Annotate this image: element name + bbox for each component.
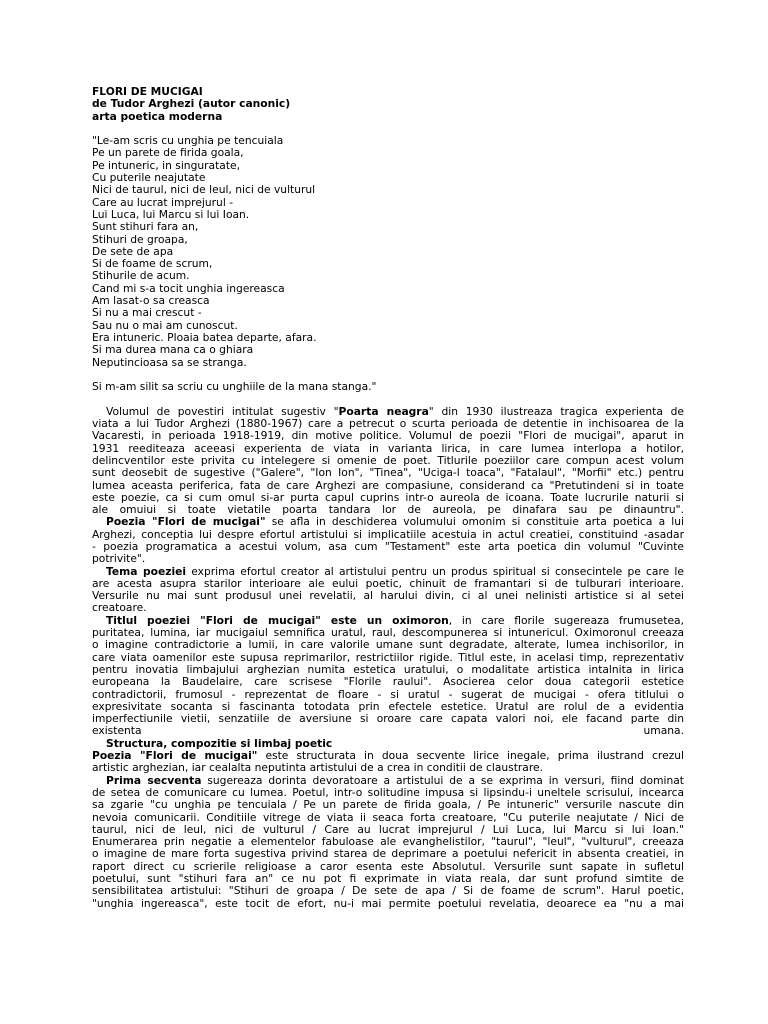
text-line: raport direct cu scrierile religioase a caror esenta este Absolutul. Versurile sunt sapate in sufletul — [92, 859, 684, 873]
text-line: europeana la Baudelaire, care scrisese "Florile raului". Asocierea celor doua categorii estetice — [92, 675, 684, 689]
text-line: pentru inovatia limbajului arghezian numita estetica uratului, o modalitate artistica intalnita in lirica — [92, 662, 684, 676]
subtitle-genre: arta poetica moderna — [92, 109, 223, 123]
text-line: o imagine de mare forta sugestiva privind starea de deprimare a poetului nefericit in absenta creatiei, in — [92, 847, 684, 861]
poem-line: Si de foame de scrum, — [92, 257, 213, 271]
essay-paragraph-structure — [92, 750, 684, 775]
poem-line: Lui Luca, lui Marcu si lui Ioan. — [92, 207, 250, 221]
poem-line: Care au lucrat imprejurul - — [92, 195, 234, 209]
text-line: Volumul de povestiri intitulat sugestiv "Poarta neagra" din 1930 ilustreaza tragica experienta de — [106, 404, 684, 418]
text-line: taurul, nici de leul, nici de vulturul / Care au lucrat imprejurul / Lui Luca, lui Marcu si lui Ioan." — [92, 822, 684, 836]
text-line: sensibilitatea artistului: "Stihuri de groapa / De sete de apa / Si de foame de scrum". Harul poetic, — [92, 884, 684, 898]
essay-paragraph-title — [92, 615, 684, 738]
poem-line: Si nu a mai crescut - — [92, 306, 202, 320]
text-line: poetului, sunt "stihuri fara an" ce nu pot fi exprimate in viata reala, dar sunt profund simtite de — [92, 872, 684, 885]
essay-paragraph-volume — [92, 406, 684, 517]
poem-line: Si ma durea mana ca o ghiara — [92, 343, 254, 357]
essay-paragraph-poem-intro — [92, 516, 684, 565]
poem-stanza-1 — [92, 135, 684, 369]
text-line: Prima secventa sugereaza dorinta devoratoare a artistului de a se exprima in versuri, fiind dominat — [106, 773, 684, 787]
text-line: nevoia comunicarii. Conditiile vitrege de viata ii seaca forta creatoare, "Cu puterile neajutate / Nici de — [92, 810, 684, 824]
text-line: Arghezi, conceptia lui despre efortul artistului si implicatiile acestuia in actul creatiei, constituind -asadar — [92, 527, 684, 541]
text-line: creatoare. — [92, 601, 147, 615]
poem-line: Am lasat-o sa creasca — [92, 294, 210, 308]
poem-line: Stihuri de groapa, — [92, 232, 188, 246]
text-line: sa zgarie "cu unghia pe tencuiala / Pe un parete de firida goala, / Pe intuneric" versurile nascute din — [92, 798, 684, 812]
text-line: o imagine contradictorie a lumii, in care valorile umane sunt degradate, alterate, lumea inchisorilor, in — [92, 638, 684, 652]
text-line: existenta umana. — [92, 724, 684, 738]
essay-paragraph-first-sequence — [92, 775, 684, 910]
text-line: - poezia programatica a acestui volum, asa cum "Testament" este arta poetica din volumul "Cuvinte — [92, 539, 684, 553]
text-line: "unghia ingereasca", este tocit de efort, nu-i mai permite poetului revelatia, deoarece ea "nu a mai — [92, 896, 684, 910]
poem-line: Stihurile de acum. — [92, 269, 190, 283]
text-line: Poezia "Flori de mucigai" se afla in deschiderea volumului omonim si constituie arta poetica a lui — [106, 515, 684, 529]
text-line: delincventilor este privita cu intelegere si omenie de poet. Titlurile poeziilor care compun acest volum — [92, 453, 684, 467]
text-line: Versurile nu mai sunt produsul unei revelatii, al harului divin, ci al unei nelinisti artistice si al setei — [92, 589, 684, 603]
text-line: este poezie, ca si cum omul si-ar purta capul cuprins intr-o aureola de icoana. Toate lucrurile naturii si — [92, 490, 684, 504]
text-line: sunt deosebit de sugestive ("Galere", "Ion Ion", "Tinea", "Uciga-l toaca", "Fatalaul", "Morfii" etc.) pentru — [92, 466, 684, 480]
text-line: puritatea, lumina, iar mucigaiul semnifica uratul, raul, descompunerea si intunericul. Oximoronul creeaza — [92, 626, 684, 640]
poem-line: Sau nu o mai am cunoscut. — [92, 318, 238, 332]
poem-line: Era intuneric. Ploaia batea departe, afara. — [92, 330, 317, 344]
text-line: potrivite". — [92, 552, 146, 566]
text-line: are acesta asupra starilor interioare ale eului poetic, chinuit de framantari si de tulburari interioare. — [92, 576, 684, 590]
text-line: Tema poeziei exprima efortul creator al artistului pentru un produs spiritual si consecintele pe care le — [106, 564, 684, 578]
essay-paragraph-theme — [92, 566, 684, 615]
poem-line: De sete de apa — [92, 244, 174, 258]
poem-line: Cu puterile neajutate — [92, 171, 206, 185]
text-line: imperfectiunile vietii, senzatiile de aversiune si oroare care capata valori noi, ele facand parte din — [92, 712, 684, 726]
poem-line: Cand mi s-a tocit unghia ingereasca — [92, 281, 285, 295]
subtitle-author: de Tudor Arghezi (autor canonic) — [92, 97, 291, 111]
text-line: lumea aceasta periferica, fata de care Arghezi are compasiune, considerand ca "Pretutindeni si in toate — [92, 478, 684, 492]
text-line: care viata oamenilor este supusa reprimarilor, restrictiilor rigide. Titlul este, in acelasi timp, reprezentativ — [92, 650, 684, 664]
text-line: contradictorii, frumosul - reprezentat de floare - si uratul - sugerat de mucigai - ofera titlului o — [92, 687, 684, 701]
poem-line: Nici de taurul, nici de leul, nici de vulturul — [92, 183, 316, 197]
text-line: Vacaresti, in perioada 1918-1919, din motive politice. Volumul de poezii "Flori de mucigai", aparut in — [92, 429, 684, 443]
poem-line: Pe intuneric, in singuratate, — [92, 158, 240, 172]
poem-line: Si m-am silit sa scriu cu unghiile de la mana stanga." — [92, 380, 377, 394]
text-line: Enumerarea prin negatie a elementelor fabuloase ale evanghelistilor, "taurul", "leul", "vulturul", creeaza — [92, 835, 684, 849]
text-line: viata a lui Tudor Arghezi (1880-1967) care a petrecut o scurta perioada de detentie in inchisoarea de la — [92, 417, 684, 431]
title: FLORI DE MUCIGAI — [92, 85, 203, 98]
poem-line: Sunt stihuri fara an, — [92, 220, 199, 234]
text-line: ale omuiui si toate vietatile poarta tandara lor de aureola, pe dinafara sau pe dinauntru". — [92, 503, 684, 517]
text-line: Titlul poeziei "Flori de mucigai" este un oximoron, in care florile sugereaza frumusetea, — [106, 613, 684, 627]
text-line: 1931 reediteaza aceeasi experienta de viata in varianta lirica, in care lumea interlopa a hotilor, — [92, 441, 684, 455]
poem-line: Neputincioasa sa se stranga. — [92, 355, 247, 369]
poem-line: Pe un parete de firida goala, — [92, 146, 244, 160]
text-line: expresivitate socanta si fascinanta totodata prin efectele estetice. Uratul are rolul de a evidentia — [92, 699, 684, 713]
text-line: de setea de comunicare cu lumea. Poetul, intr-o solitudine impusa si lipsindu-i uneltele scrisului, incearca — [92, 785, 684, 799]
text-line: artistic arghezian, iar cealalta neputinta artistului de a crea in conditii de claustrare. — [92, 761, 543, 775]
document-body — [92, 86, 684, 910]
section-heading-structure: Structura, compozitie si limbaj poetic — [106, 736, 333, 750]
text-line: Poezia "Flori de mucigai" este structurata in doua secvente lirice inegale, prima ilustrand crezul — [92, 749, 684, 763]
poem-stanza-2 — [92, 381, 684, 393]
poem-line: "Le-am scris cu unghia pe tencuiala — [92, 134, 284, 148]
